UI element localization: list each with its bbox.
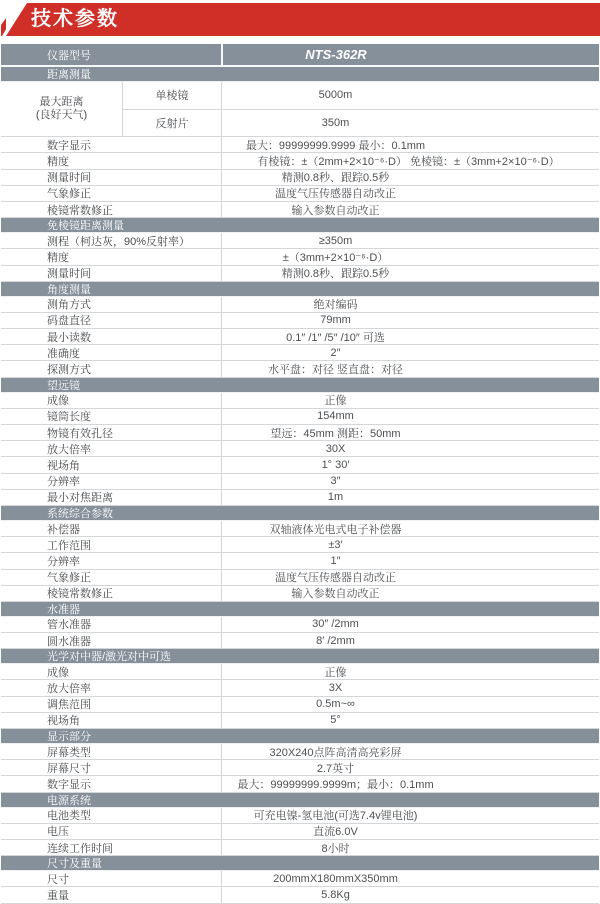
page-title-banner (0, 3, 600, 36)
spec-label: 视场角 (1, 457, 222, 472)
model-label: 仪器型号 (1, 44, 223, 65)
spec-row (1, 249, 599, 265)
spec-row (1, 170, 599, 186)
spec-label: 最小读数 (1, 329, 222, 344)
spec-value: 0.1″ /1″ /5″ /10″ 可选 (286, 331, 385, 344)
spec-row (1, 313, 599, 329)
spec-value: 3X (328, 682, 343, 695)
spec-row (1, 760, 599, 776)
spec-row (1, 266, 599, 282)
spec-label: 数字显示 (1, 776, 222, 791)
spec-value: 1° 30′ (321, 458, 350, 471)
spec-row (1, 537, 599, 553)
spec-sublabel: 单棱镜 (123, 82, 222, 109)
spec-value: 精测0.8秒、跟踪0.5秒 (281, 268, 390, 281)
spec-row (1, 586, 599, 602)
spec-value: 79mm (320, 314, 351, 327)
spec-row (1, 744, 599, 760)
section-title: 免棱镜距离测量 (47, 220, 124, 233)
spec-value: 320X240点阵高清高亮彩屏 (269, 746, 402, 759)
spec-value: 154mm (317, 410, 354, 423)
spec-row (1, 345, 599, 361)
spec-label: 测程（柯达灰，90%反射率） (1, 233, 222, 248)
spec-value: 温度气压传感器自动改正 (275, 188, 396, 201)
spec-row (1, 824, 599, 840)
spec-label: 气象修正 (1, 186, 222, 201)
section-title: 距离测量 (47, 69, 91, 81)
spec-value: ±3′ (328, 538, 343, 551)
spec-label: 放大倍率 (1, 441, 222, 456)
spec-value: 精测0.8秒、跟踪0.5秒 (281, 172, 390, 185)
spec-value: 绝对编码 (313, 299, 358, 312)
spec-row (1, 233, 599, 249)
section-title: 水准器 (47, 603, 80, 616)
spec-label: 屏幕类型 (1, 744, 222, 759)
spec-label: 成像 (1, 664, 222, 679)
section-header-row (1, 378, 599, 393)
spec-value: 5° (330, 714, 341, 727)
spec-value: 2″ (330, 346, 341, 359)
section-header-row (1, 282, 599, 297)
section-title: 光学对中器/激光对中可选 (47, 651, 172, 664)
spec-label: 棱镜常数修正 (1, 586, 222, 601)
spec-label: 数字显示 (1, 137, 222, 152)
spec-label: 电压 (1, 824, 222, 839)
spec-label: 管水准器 (1, 617, 222, 632)
spec-value: 最大：99999999.9999 最小：0.1mm (245, 139, 426, 152)
spec-label: 镜筒长度 (1, 409, 222, 424)
spec-value: 1m (327, 491, 344, 504)
spec-label-line: (良好天气) (35, 109, 88, 122)
spec-label: 圆水准器 (1, 633, 222, 648)
spec-value: ≥350m (318, 234, 353, 247)
spec-row (1, 474, 599, 490)
spec-value: 5000m (318, 89, 353, 102)
spec-label: 补偿器 (1, 521, 222, 536)
spec-value: 温度气压传感器自动改正 (275, 572, 396, 585)
spec-subrow (123, 110, 599, 138)
spec-row (1, 186, 599, 202)
spec-label: 工作范围 (1, 537, 222, 552)
section-title: 角度测量 (47, 283, 91, 296)
spec-double-row (1, 82, 599, 137)
spec-row (1, 664, 599, 680)
spec-value: 可充电镍-氢电池(可选7.4v锂电池) (253, 810, 418, 823)
spec-label: 测角方式 (1, 297, 222, 312)
spec-label: 气象修正 (1, 570, 222, 585)
section-title: 望远镜 (47, 379, 80, 392)
spec-row (1, 808, 599, 824)
spec-table-body (1, 67, 599, 904)
spec-value: 3″ (330, 475, 341, 488)
spec-label: 精度 (1, 153, 222, 168)
spec-label: 视场角 (1, 713, 222, 728)
spec-row (1, 887, 599, 903)
spec-label: 精度 (1, 249, 222, 264)
spec-label: 最小对焦距离 (1, 490, 222, 505)
spec-value: 30X (325, 442, 346, 455)
spec-label: 屏幕尺寸 (1, 760, 222, 775)
spec-row (1, 441, 599, 457)
spec-label: 放大倍率 (1, 680, 222, 695)
spec-label: 测量时间 (1, 170, 222, 185)
spec-label: 重量 (1, 887, 222, 902)
section-title: 尺寸及重量 (47, 858, 102, 871)
spec-row (1, 713, 599, 729)
section-header-row (1, 506, 599, 521)
spec-label: 码盘直径 (1, 313, 222, 328)
spec-value: 1″ (330, 554, 341, 567)
spec-table (1, 44, 599, 904)
spec-label: 调焦范围 (1, 697, 222, 712)
page-title: 技术参数 (31, 8, 119, 30)
spec-value: 水平盘：对径 竖直盘：对径 (267, 364, 404, 377)
spec-row (1, 457, 599, 473)
section-title: 系统综合参数 (47, 507, 113, 520)
model-value: NTS-362R (305, 47, 367, 62)
spec-row (1, 425, 599, 441)
spec-row (1, 840, 599, 856)
spec-row (1, 633, 599, 649)
spec-value: 2.7英寸 (316, 762, 355, 775)
spec-label: 尺寸 (1, 871, 222, 886)
spec-value: 直流6.0V (313, 826, 358, 839)
spec-row (1, 153, 599, 169)
spec-row (1, 490, 599, 506)
spec-row (1, 697, 599, 713)
spec-row (1, 409, 599, 425)
spec-value: 8′ /2mm (316, 634, 355, 647)
spec-label: 物镜有效孔径 (1, 425, 222, 440)
section-header-row (1, 218, 599, 233)
spec-label: 分辨率 (1, 553, 222, 568)
section-header-row (1, 856, 599, 871)
spec-value: 200mmX180mmX350mm (273, 872, 398, 885)
spec-value: 最大：99999999.9999m；最小：0.1mm (237, 778, 434, 791)
spec-value: 正像 (324, 395, 347, 408)
spec-double-subrows (123, 82, 599, 137)
spec-label: 分辨率 (1, 474, 222, 489)
section-header-row (1, 729, 599, 744)
spec-value: 双轴液体光电式电子补偿器 (269, 523, 402, 536)
spec-label: 电池类型 (1, 808, 222, 823)
spec-row (1, 137, 599, 153)
spec-label: 成像 (1, 393, 222, 408)
spec-row (1, 329, 599, 345)
spec-row (1, 202, 599, 218)
spec-value: 30″ /2mm (312, 618, 359, 631)
spec-row (1, 521, 599, 537)
spec-label: 探测方式 (1, 361, 222, 376)
spec-value: 5.8Kg (321, 888, 350, 901)
spec-row (1, 393, 599, 409)
section-title: 显示部分 (47, 731, 91, 743)
spec-row (1, 361, 599, 377)
spec-label-line: 最大距离 (39, 96, 84, 109)
spec-value: 输入参数自动改正 (291, 588, 380, 601)
spec-value: 有棱镜：±（2mm+2×10⁻⁶·D） 免棱镜：±（3mm+2×10⁻⁶·D） (257, 155, 560, 168)
spec-row (1, 570, 599, 586)
spec-label: 棱镜常数修正 (1, 202, 222, 217)
section-title: 电源系统 (47, 794, 91, 807)
spec-row (1, 871, 599, 887)
spec-label: 测量时间 (1, 266, 222, 281)
model-row (1, 44, 599, 67)
section-header-row (1, 649, 599, 664)
spec-value: 0.5m~∞ (316, 698, 355, 711)
spec-label: 连续工作时间 (1, 840, 222, 855)
spec-sublabel: 反射片 (123, 110, 222, 137)
spec-row (1, 617, 599, 633)
spec-row (1, 297, 599, 313)
banner-accent-stripe (1, 11, 6, 36)
spec-value: 8小时 (321, 842, 350, 855)
spec-row (1, 776, 599, 792)
spec-value: 望远：45mm 测距：50mm (270, 427, 401, 440)
section-header-row (1, 793, 599, 808)
spec-value: 350m (321, 116, 350, 129)
spec-row (1, 553, 599, 569)
spec-value: ±（3mm+2×10⁻⁶·D） (282, 251, 389, 264)
section-header-row (1, 602, 599, 617)
spec-row (1, 680, 599, 696)
spec-value: 正像 (324, 666, 347, 679)
spec-label (1, 82, 123, 137)
spec-subrow (123, 82, 599, 110)
spec-value: 输入参数自动改正 (291, 204, 380, 217)
spec-label: 准确度 (1, 345, 222, 360)
section-header-row (1, 67, 599, 82)
